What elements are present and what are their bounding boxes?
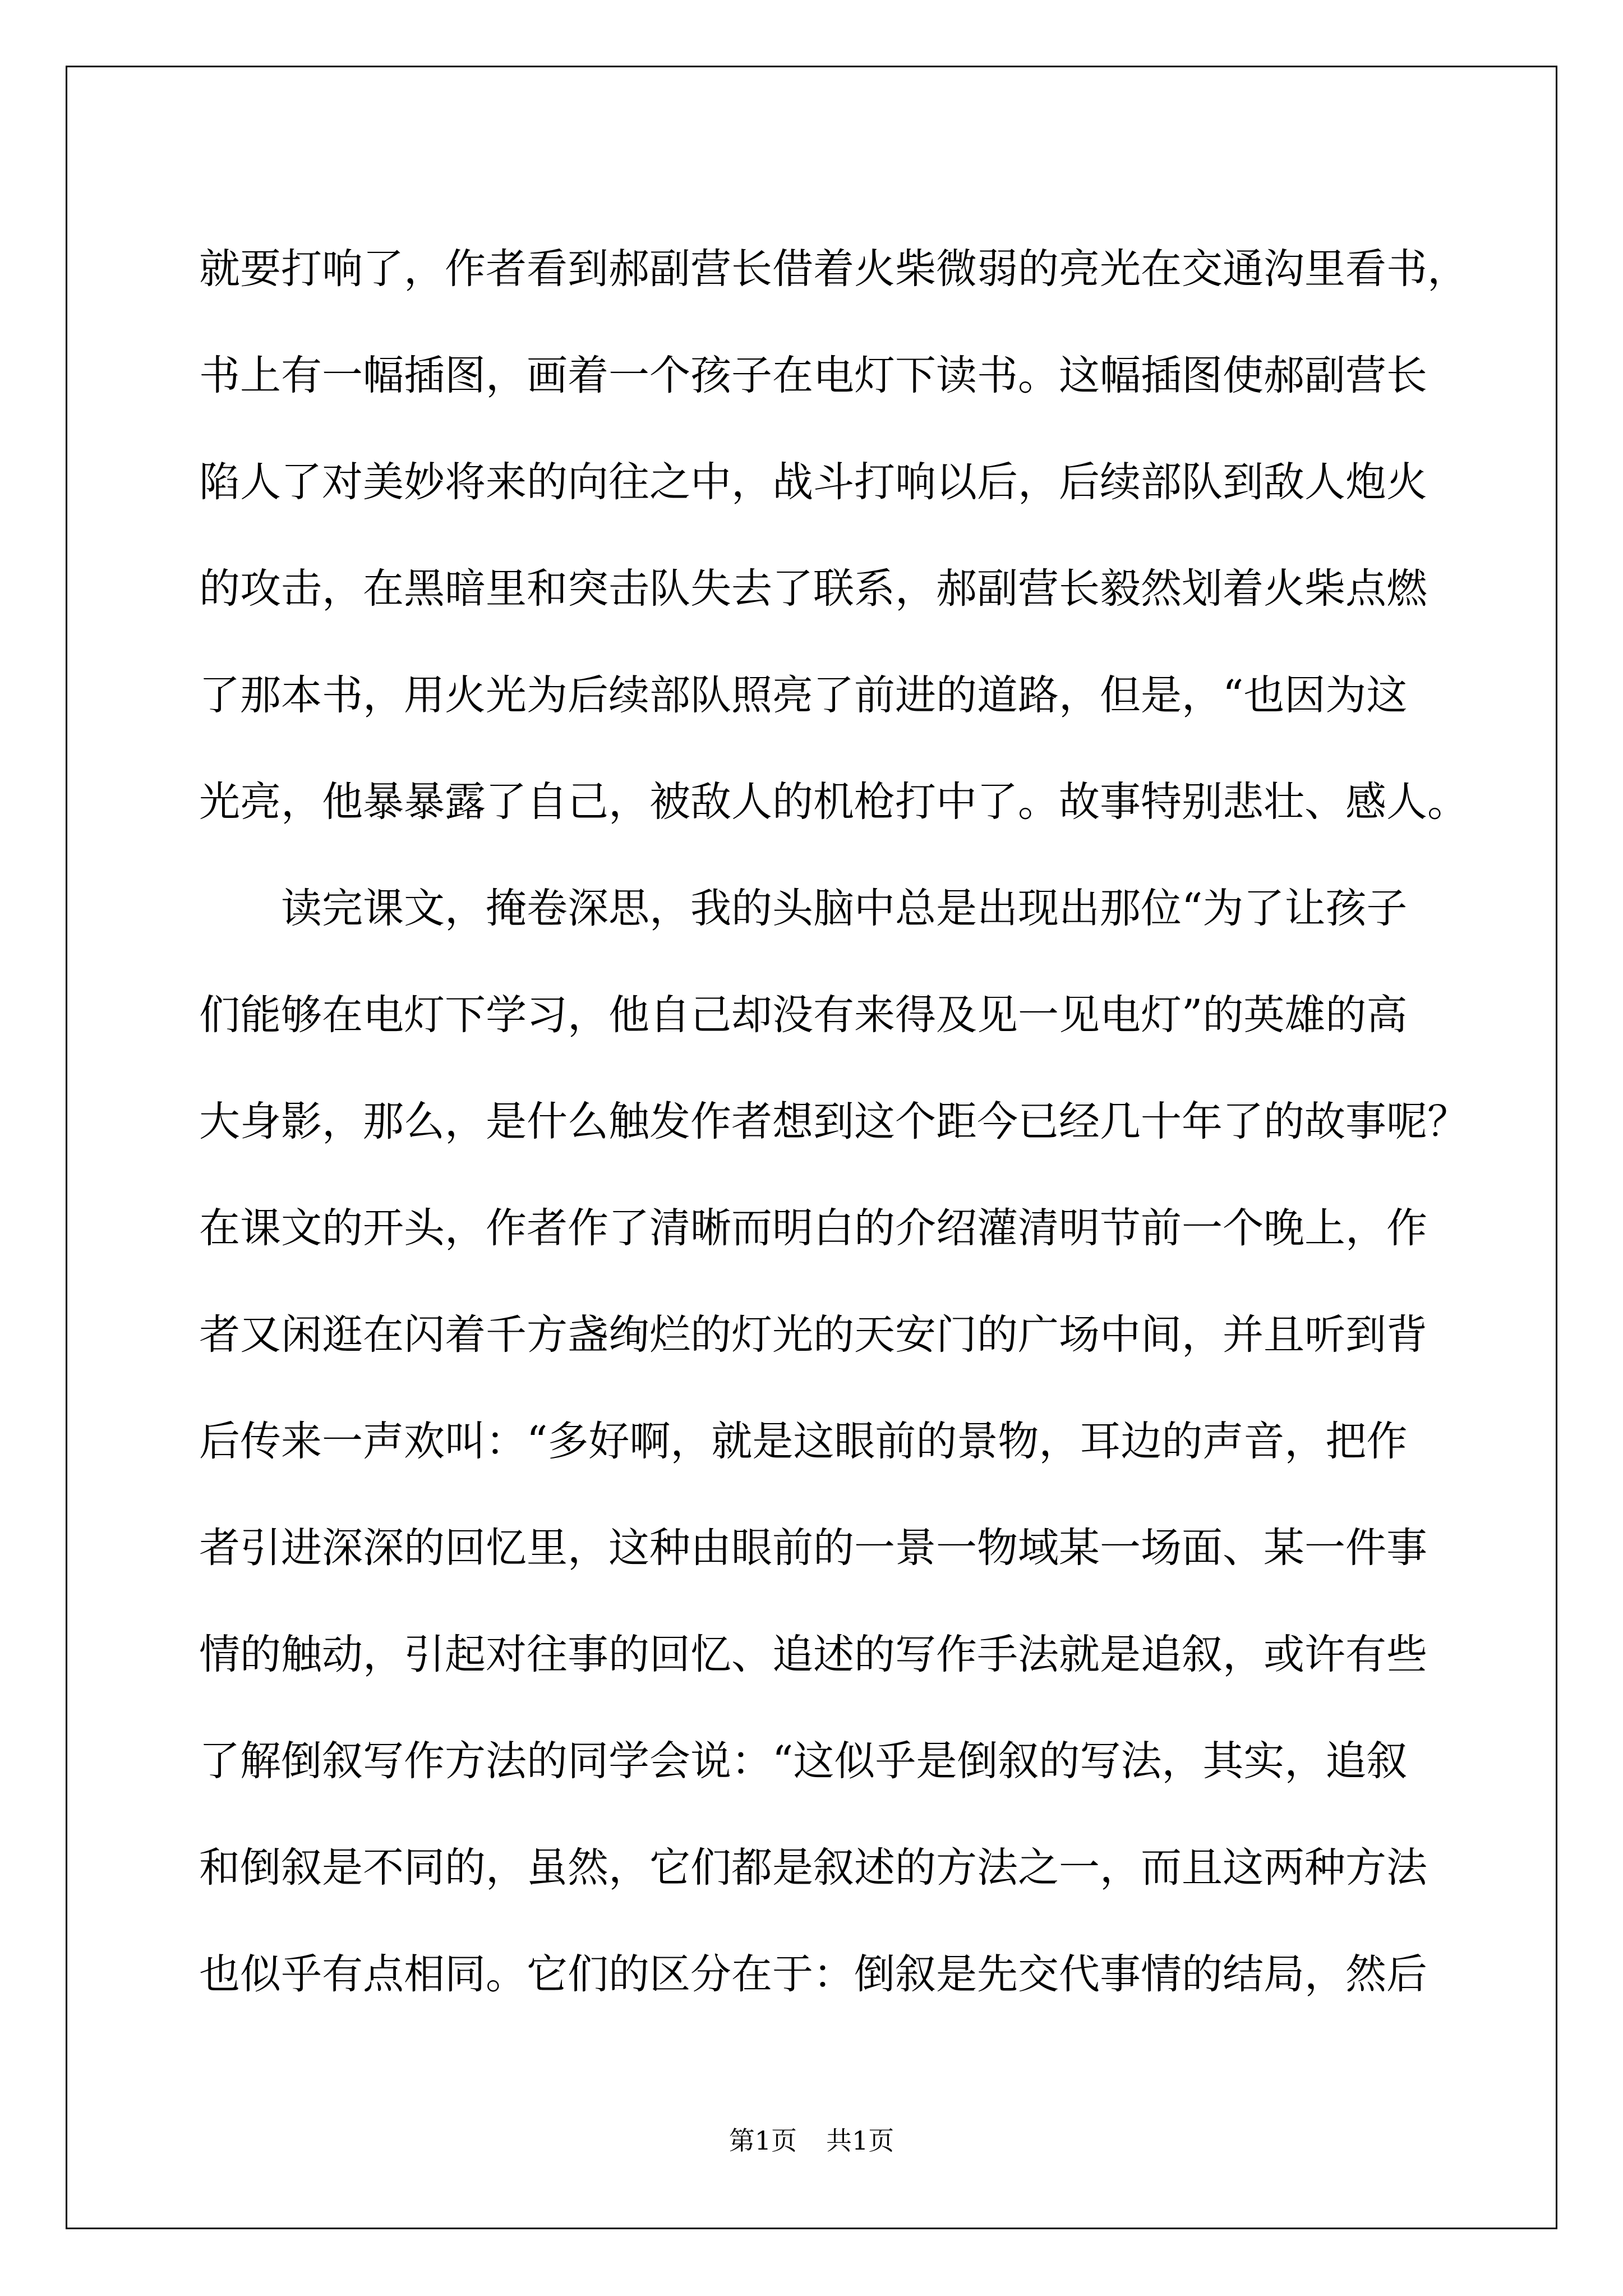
text-line-16: 和倒叙是不同的，虽然，它们都是叙述的方法之一，而且这两种方法	[199, 1844, 1427, 1892]
text-line-14: 情的触动，引起对往事的回忆、追述的写作手法就是追叙，或许有些	[199, 1631, 1427, 1678]
page-total: 共1页	[826, 2125, 895, 2156]
text-line-12: 后传来一声欢叫：“多好啊，就是这眼前的景物，耳边的声音，把作	[199, 1418, 1408, 1465]
text-line-9: 大身影，那么，是什么触发作者想到这个距今已经几十年了的故事呢？	[199, 1098, 1468, 1145]
text-line-1: 就要打响了，作者看到郝副营长借着火柴微弱的亮光在交通沟里看书，	[199, 245, 1468, 293]
text-line-17: 也似乎有点相同。它们的区分在于：倒叙是先交代事情的结局，然后	[199, 1950, 1427, 1998]
document-body	[199, 216, 1468, 2028]
text-line-10: 在课文的开头，作者作了清晰而明白的介绍灌清明节前一个晚上，作	[199, 1204, 1427, 1252]
text-line-6: 光亮，他暴暴露了自己，被敌人的机枪打中了。故事特别悲壮、感人。	[199, 778, 1468, 826]
text-line-15: 了解倒叙写作方法的同学会说：“这似乎是倒叙的写法，其实，追叙	[199, 1737, 1408, 1785]
text-line-3: 陷人了对美妙将来的向往之中，战斗打响以后，后续部队到敌人炮火	[199, 458, 1427, 506]
page-number: 第1页	[728, 2125, 797, 2156]
text-line-4: 的攻击，在黑暗里和突击队失去了联系，郝副营长毅然划着火柴点燃	[199, 565, 1427, 613]
text-line-5: 了那本书，用火光为后续部队照亮了前进的道路，但是，“也因为这	[199, 671, 1408, 719]
text-line-13: 者引进深深的回忆里，这种由眼前的一景一物域某一场面、某一件事	[199, 1524, 1427, 1572]
text-line-8: 们能够在电灯下学习，他自己却没有来得及见一见电灯”的英雄的高	[199, 991, 1408, 1039]
text-line-11: 者又闲逛在闪着千方盏绚烂的灯光的天安门的广场中间，并且听到背	[199, 1311, 1427, 1359]
text-line-7: 读完课文，掩卷深思，我的头脑中总是出现出那位“为了让孩子	[281, 885, 1408, 932]
page-footer	[0, 2120, 1623, 2157]
text-line-2: 书上有一幅插图，画着一个孩子在电灯下读书。这幅插图使郝副营长	[199, 352, 1427, 399]
